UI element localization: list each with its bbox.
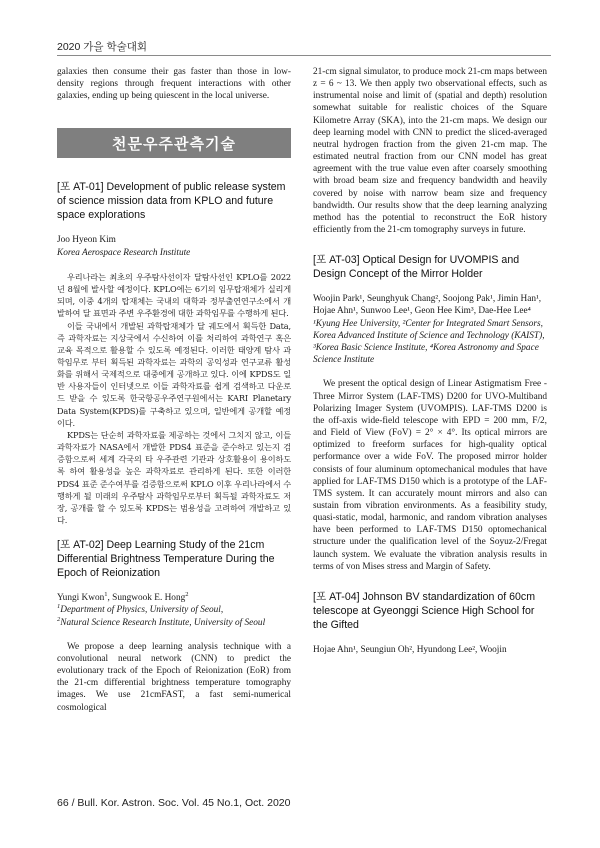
body-at01-p3: KPDS는 단순히 과학자료를 제공하는 것에서 그치지 않고, 이들 과학자료가 NASA에서 개발한 PDS4 표준을 준수하고 있는지 검증함으로써 세계 각국의 타 우주관련 기관과 상호활용이 용이하도록 하여 활용성을 높은 과학자료로 관리하게 된다. 또한 이러한 PDS4 표준 준수여부를 검증함으로써 KPLO 이후 우리나라에서 수행하게 될 미래의 우주탐사 과학임무로부터 획득될 과학자료도 저장, 공개를 할 수 있도록 KPDS는 범용성을 고려하여 개발하고 있다. — [57, 429, 291, 525]
right-column — [313, 66, 547, 656]
header-rule — [57, 55, 551, 56]
body-at02-continued: 21-cm signal simulator, to produce mock 21-cm maps between z = 6 ~ 13. We then apply two observational effects, such as instrumental noise and limit of (spatial and depth) resolution somewhat suitable for realistic choices of the Square Kilometre Array (SKA), into the 21-cm maps. We design our deep learning model with CNN to predict the sliced-averaged neutral hydrogen fraction from the given 21-cm map. The estimated neutral fraction from our CNN model has great agreement with the true value even after coarsely smoothing with broad beam size and frequency bandwidth and heavily covered by noise with narrow beam size and frequency bandwidth. Our results show that the deep learning analyzing method has the potential to reconstruct the EoR history efficiently from the 21-cm tomography surveys in future. — [313, 67, 547, 236]
body-at01-p2: 이들 국내에서 개발된 과학탑재체가 달 궤도에서 획득한 Data, 즉 과학자료는 지상국에서 수신하여 이를 처리하여 과학연구 혹은 교육 목적으로 활용할 수 있도록 예정된다. 이러한 태양계 탐사 과학임무로 부터 획득된 과학자료는 과학의 공익성과 연구교류 활성화를 위해서 국제적으로 대중에게 공개하고 있다. 이에 KPDS도 일반 사용자들이 인터넷으로 이들 과학자료를 쉽게 검색하고 다운로드 받을 수 있도록 한국항공우주연구원에서는 KARI Planetary Data System(KPDS)를 구축하고 있으며, 일반에게 공개할 예정이다. — [57, 320, 291, 428]
authors-at02: Yungi Kwon$^1$, Sungwook E. Hong$^2$ — [57, 591, 189, 604]
body-at01-p1: 우리나라는 최초의 우주탐사선이자 달탐사선인 KPLO를 2022년 8월에 발사할 예정이다. KPLO에는 6기의 임무탑재체가 실리게 되며, 이중 4개의 탑재체는 국내의 대학과 정부출연연구소에서 개발하여 달 표면과 주변 우주환경에 대한 과학임무를 수행하게 된다. — [57, 271, 291, 319]
authors-at04: Hojae Ahn¹, Seungiun Oh², Hyundong Lee², Woojin — [313, 644, 507, 655]
abstract-title-at04: [포 AT-04] Johnson BV standardization of 60cm telescope at Gyeonggi Science High School for the Gifted — [313, 590, 536, 631]
body-at02: We propose a deep learning analysis technique with a convolutional neural network (CNN) to predict the evolutionary track of the Epoch of Reionization (EoR) from the 21-cm differential brightness temperature tomography images. We use 21cmFAST, a fast semi-numerical cosmological — [57, 641, 291, 713]
affiliation-at03: ¹Kyung Hee University, ²Center for Integrated Smart Sensors, Korea Advanced Institute of Science and Technology (KAIST), ³Korea Basic Science Institute, ⁴Korea Astronomy and Space Science Institute — [313, 318, 545, 366]
authors-at01: Joo Hyeon Kim — [57, 235, 116, 246]
affiliation-at02-2: $^2$Natural Science Research Institute, University of Seoul — [57, 615, 266, 628]
section-banner — [57, 128, 291, 158]
affiliation-at02-1: $^1$Department of Physics, University of Seoul, — [57, 603, 224, 616]
body-at03: We present the optical design of Linear Astigmatism Free - Three Mirror System (LAF-TMS) D200 for UVO-Multiband Polarizing Imager System (UVOMPIS). LAF-TMS D200 is the off-axis wide-field telescope with EPD = 200 mm, F/2, and Field of View (FoV) = 2° × 4°. Its optical mirrors are optimized to freeform surfaces for high-quality optical performance over a wide FoV. The proposed mirror holder consists of four aluminum optomechanical modules that have applied for LAF-TMS D150 which is a prototype of the LAF-TMS system. It can accurately mount mirrors and also can sustain from vibration environments. As a feasibility study, quasi-static, modal, harmonic, and random vibration analyses have been performed to LAF-TMS D150 optomechanical structure under the qualification level of the Soyuz-2/Fregat launch system. We evaluate the vibration analysis results in terms of von Mises stress and Margin of Safety. — [313, 379, 547, 572]
abstract-title-at03: [포 AT-03] Optical Design for UVOMPIS and Design Concept of the Mirror Holder — [313, 254, 520, 281]
page-footer: 66 / Bull. Kor. Astron. Soc. Vol. 45 No.1, Oct. 2020 — [57, 797, 291, 809]
section-heading: 천문우주관측기술 — [112, 134, 236, 153]
running-header: 2020 가을 학술대회 — [57, 41, 148, 53]
authors-at03: Woojin Park¹, Seunghyuk Chang², Soojong Pak¹, Jimin Han¹, Hojae Ahn¹, Sunwoo Lee¹, Geon Hee Kim³, Dae-Hee Lee⁴ — [313, 294, 542, 317]
affiliation-at01: Korea Aerospace Research Institute — [57, 247, 191, 258]
left-column — [57, 66, 291, 714]
intro-paragraph: galaxies then consume their gas faster than those in low-density regions through frequent interactions with other galaxies, ending up being quiescent in the local universe. — [57, 67, 291, 102]
abstract-title-at01: [포 AT-01] Development of public release system of science mission data from KPLO and future space explorations — [57, 181, 286, 222]
abstract-title-at02: [포 AT-02] Deep Learning Study of the 21cm Differential Brightness Temperature During the Epoch of Reionization — [57, 539, 275, 580]
